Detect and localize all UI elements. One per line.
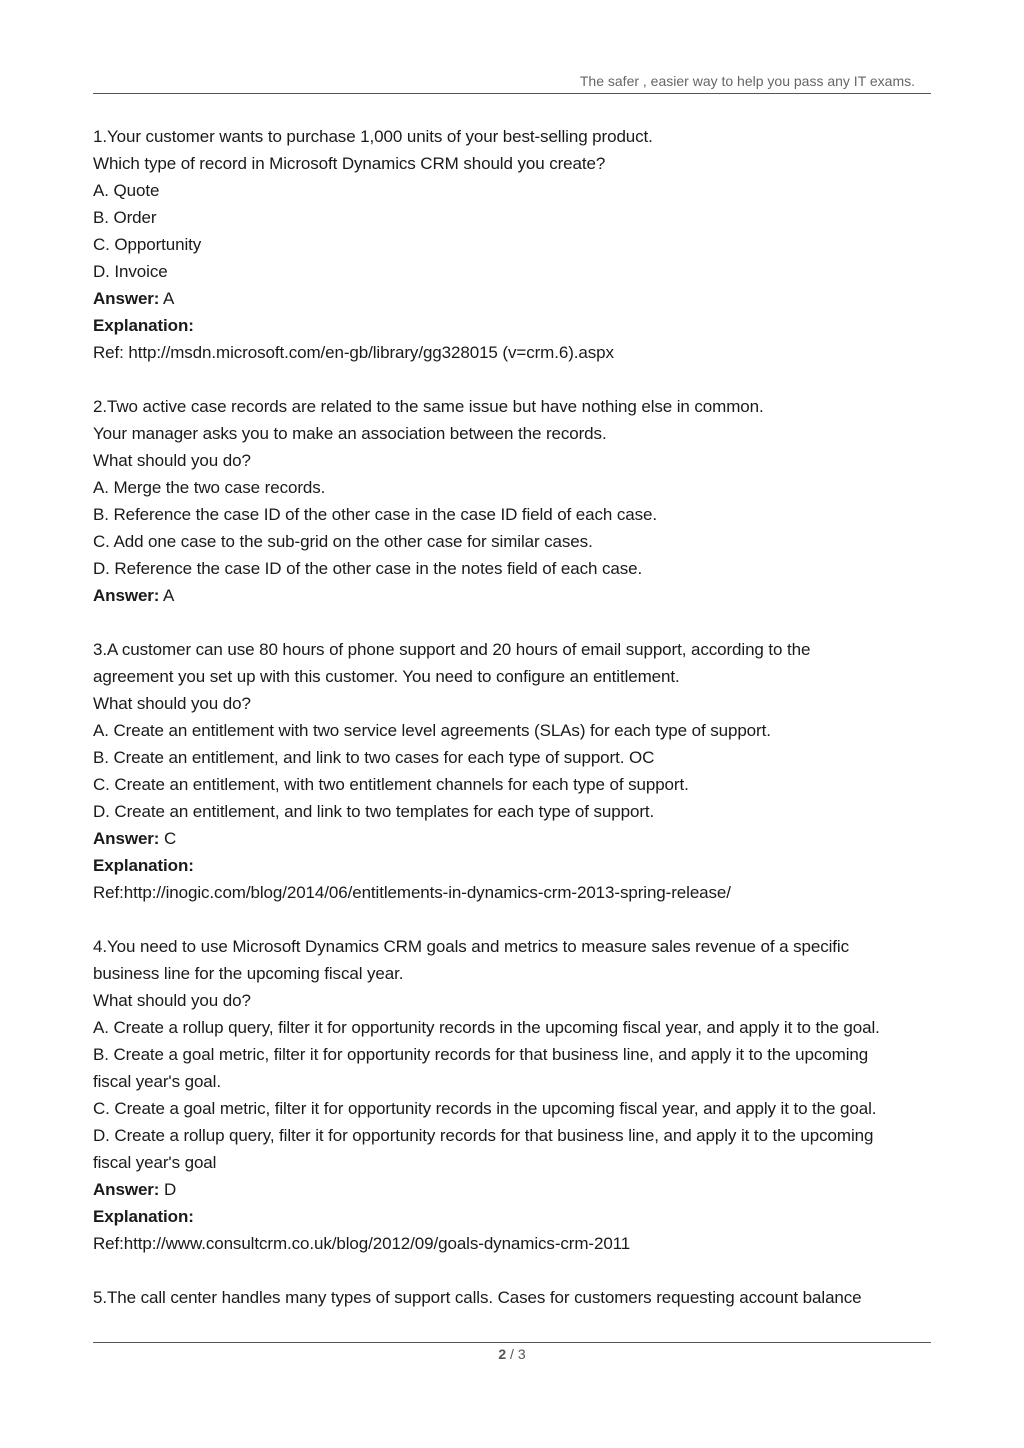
explanation-label: Explanation:	[93, 856, 194, 875]
answer-option: B. Order	[93, 208, 157, 227]
question-5	[93, 1284, 938, 1311]
question-stem: business line for the upcoming fiscal year.	[93, 964, 404, 983]
header-divider	[93, 93, 931, 94]
question-4	[93, 933, 938, 1257]
question-stem: 4.You need to use Microsoft Dynamics CRM goals and metrics to measure sales revenue of a specific	[93, 937, 849, 956]
answer-option: B. Create an entitlement, and link to two cases for each type of support. OC	[93, 748, 655, 767]
answer-option: C. Opportunity	[93, 235, 202, 254]
answer-option: A. Quote	[93, 181, 160, 200]
current-page: 2	[498, 1346, 507, 1362]
answer-option: A. Merge the two case records.	[93, 478, 326, 497]
answer-option: B. Reference the case ID of the other case in the case ID field of each case.	[93, 505, 658, 524]
question-3	[93, 636, 938, 906]
answer-value: A	[159, 289, 175, 308]
answer-line	[93, 1176, 938, 1203]
question-stem: What should you do?	[93, 451, 251, 470]
answer-label: Answer:	[93, 586, 160, 605]
explanation-label: Explanation:	[93, 316, 194, 335]
answer-line	[93, 582, 938, 609]
answer-option: fiscal year's goal.	[93, 1072, 221, 1091]
question-stem: agreement you set up with this customer. You need to configure an entitlement.	[93, 667, 680, 686]
answer-option: C. Create an entitlement, with two entitlement channels for each type of support.	[93, 775, 689, 794]
question-stem: 3.A customer can use 80 hours of phone support and 20 hours of email support, according to the	[93, 640, 811, 659]
question-stem: Which type of record in Microsoft Dynamics CRM should you create?	[93, 154, 606, 173]
question-stem: What should you do?	[93, 991, 251, 1010]
question-stem: 5.The call center handles many types of support calls. Cases for customers requesting account balance	[93, 1288, 862, 1307]
answer-option: C. Add one case to the sub-grid on the other case for similar cases.	[93, 532, 593, 551]
page-number	[0, 1346, 1024, 1362]
header-tagline: The safer , easier way to help you pass any IT exams.	[579, 73, 915, 89]
answer-label: Answer:	[93, 289, 160, 308]
question-stem: Your manager asks you to make an association between the records.	[93, 424, 607, 443]
question-stem: 1.Your customer wants to purchase 1,000 units of your best-selling product.	[93, 127, 653, 146]
page-separator: /	[506, 1346, 518, 1362]
answer-label: Answer:	[93, 829, 160, 848]
answer-option: A. Create an entitlement with two service level agreements (SLAs) for each type of support.	[93, 721, 771, 740]
answer-value: A	[159, 586, 175, 605]
explanation-text: Ref: http://msdn.microsoft.com/en-gb/library/gg328015 (v=crm.6).aspx	[93, 343, 614, 362]
question-2	[93, 393, 938, 609]
question-stem: 2.Two active case records are related to the same issue but have nothing else in common.	[93, 397, 764, 416]
question-stem: What should you do?	[93, 694, 251, 713]
answer-line	[93, 825, 938, 852]
footer-divider	[93, 1342, 931, 1343]
answer-option: D. Reference the case ID of the other case in the notes field of each case.	[93, 559, 643, 578]
answer-value: C	[159, 829, 177, 848]
explanation-label: Explanation:	[93, 1207, 194, 1226]
answer-option: A. Create a rollup query, filter it for opportunity records in the upcoming fiscal year, and apply it to the goal.	[93, 1018, 880, 1037]
answer-line	[93, 285, 938, 312]
answer-option: B. Create a goal metric, filter it for opportunity records for that business line, and apply it to the upcoming	[93, 1045, 869, 1064]
document-body	[93, 123, 938, 1311]
answer-label: Answer:	[93, 1180, 160, 1199]
answer-option: D. Invoice	[93, 262, 168, 281]
total-pages: 3	[517, 1346, 526, 1362]
answer-option: fiscal year's goal	[93, 1153, 217, 1172]
answer-option: D. Create an entitlement, and link to two templates for each type of support.	[93, 802, 655, 821]
answer-option: D. Create a rollup query, filter it for opportunity records for that business line, and apply it to the upcoming	[93, 1126, 874, 1145]
answer-option: C. Create a goal metric, filter it for opportunity records in the upcoming fiscal year, and apply it to the goal.	[93, 1099, 877, 1118]
explanation-text: Ref:http://www.consultcrm.co.uk/blog/2012/09/goals-dynamics-crm-2011	[93, 1234, 631, 1253]
answer-value: D	[159, 1180, 177, 1199]
explanation-text: Ref:http://inogic.com/blog/2014/06/entitlements-in-dynamics-crm-2013-spring-release/	[93, 883, 731, 902]
question-1	[93, 123, 938, 366]
